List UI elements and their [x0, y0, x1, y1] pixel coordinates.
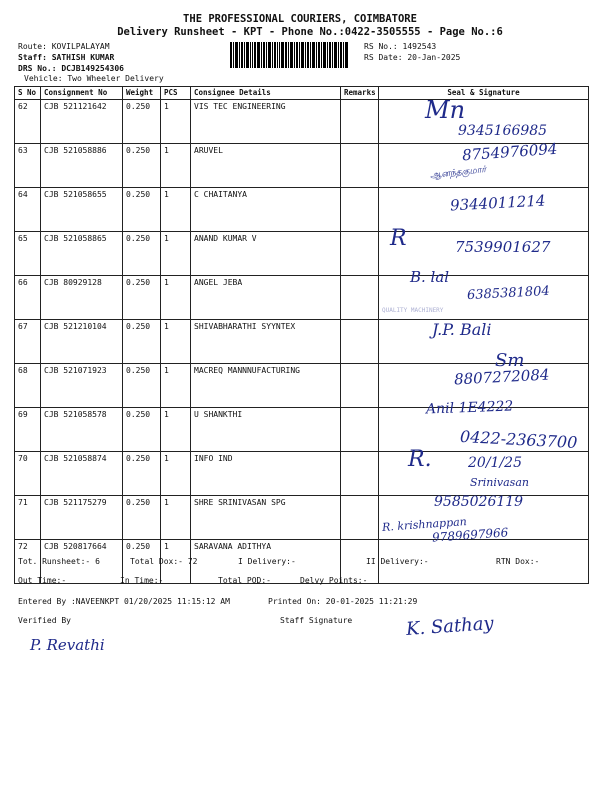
row-pcs: 1 [161, 496, 191, 540]
row-consignee: C CHAITANYA [191, 188, 341, 232]
row-weight: 0.250 [123, 232, 161, 276]
total-runsheet: Tot. Runsheet:- 6 [18, 557, 100, 566]
row-remarks [341, 452, 379, 496]
staff-signature-label: Staff Signature [280, 616, 353, 625]
signature-70-date: 20/1/25 [468, 455, 522, 471]
vehicle: Vehicle: Two Wheeler Delivery [24, 74, 164, 83]
col-remarks: Remarks [341, 87, 379, 100]
row-sno: 71 [15, 496, 41, 540]
row-consignment: CJB 521071923 [41, 364, 123, 408]
row-consignee: U SHANKTHI [191, 408, 341, 452]
row-consignee: ANAND KUMAR V [191, 232, 341, 276]
row-sno: 66 [15, 276, 41, 320]
signature-71-name: Srinivasan [470, 476, 529, 489]
signature-62-name: Mn [425, 96, 466, 124]
barcode-image [230, 42, 348, 68]
signature-65b-phone: 7539901627 [455, 238, 551, 256]
row-weight: 0.250 [123, 408, 161, 452]
row-consignee: SHRE SRINIVASAN SPG [191, 496, 341, 540]
row-remarks [341, 144, 379, 188]
row-consignee: VIS TEC ENGINEERING [191, 100, 341, 144]
rs-number: RS No.: 1492543 [364, 42, 437, 51]
signature-66-name: B. lal [410, 268, 450, 286]
verified-by-label: Verified By [18, 616, 71, 625]
row-remarks [341, 364, 379, 408]
signature-68-phone: 8807272084 [453, 365, 550, 389]
row-consignee: ANGEL JEBA [191, 276, 341, 320]
company-title: THE PROFESSIONAL COURIERS, COIMBATORE [183, 13, 417, 25]
staff-signature: K. Sathay [405, 612, 495, 641]
out-time: Out Time:- [18, 576, 67, 585]
row-consignment: CJB 521058655 [41, 188, 123, 232]
drs-number: DRS No.: DCJB149254306 [18, 64, 124, 73]
row-consignment: CJB 521058874 [41, 452, 123, 496]
row-pcs: 1 [161, 144, 191, 188]
signature-69-name: Anil 1E4222 [425, 398, 514, 418]
row-pcs: 1 [161, 100, 191, 144]
signature-66-phone: 6385381804 [466, 283, 551, 304]
signature-65-phone: 9344011214 [449, 191, 546, 215]
row-sno: 70 [15, 452, 41, 496]
row-consignee: MACREQ MANNNUFACTURING [191, 364, 341, 408]
verified-signature: P. Revathi [30, 636, 105, 654]
signature-67-name: J.P. Bali [432, 320, 492, 339]
signature-72-phone: 9789697966 [431, 525, 509, 545]
row-weight: 0.250 [123, 144, 161, 188]
row-sno: 69 [15, 408, 41, 452]
col-consignment-no: Consignment No [41, 87, 123, 100]
company-stamp: QUALITY MACHINERY [382, 307, 444, 314]
col-sno: S No [15, 87, 41, 100]
signature-70-initial: R. [408, 447, 432, 472]
row-pcs: 1 [161, 364, 191, 408]
row-remarks [341, 320, 379, 364]
row-weight: 0.250 [123, 540, 161, 584]
row-pcs: 1 [161, 540, 191, 584]
col-consignee-details: Consignee Details [191, 87, 341, 100]
signature-68-name: Sm [495, 350, 525, 371]
row-consignee: ARUVEL [191, 144, 341, 188]
rtn-dox: RTN Dox:- [496, 557, 540, 566]
entered-by: Entered By :NAVEENKPT 01/20/2025 11:15:12 AM [18, 597, 230, 606]
row-remarks [341, 100, 379, 144]
row-sno: 65 [15, 232, 41, 276]
row-remarks [341, 232, 379, 276]
row-pcs: 1 [161, 276, 191, 320]
row-sno: 62 [15, 100, 41, 144]
signature-63-phone: 8754976094 [461, 139, 558, 165]
row-weight: 0.250 [123, 320, 161, 364]
row-sno: 63 [15, 144, 41, 188]
staff: Staff: SATHISH KUMAR [18, 53, 115, 62]
row-consignment: CJB 521058578 [41, 408, 123, 452]
row-consignment: CJB 521175279 [41, 496, 123, 540]
row-consignee: SARAVANA ADITHYA [191, 540, 341, 584]
row-consignee: SHIVABHARATHI SYYNTEX [191, 320, 341, 364]
row-consignment: CJB 521058865 [41, 232, 123, 276]
row-remarks [341, 408, 379, 452]
row-sno: 67 [15, 320, 41, 364]
row-consignee: INFO IND [191, 452, 341, 496]
row-weight: 0.250 [123, 452, 161, 496]
in-time: In Time:- [120, 576, 164, 585]
row-weight: 0.250 [123, 496, 161, 540]
row-consignment: CJB 521121642 [41, 100, 123, 144]
rs-date: RS Date: 20-Jan-2025 [364, 53, 461, 62]
row-weight: 0.250 [123, 188, 161, 232]
printed-on: Printed On: 20-01-2025 11:21:29 [268, 597, 418, 606]
row-pcs: 1 [161, 452, 191, 496]
col-seal-signature: Seal & Signature [379, 87, 589, 100]
i-delivery: I Delivery:- [238, 557, 296, 566]
row-consignment: CJB 520817664 [41, 540, 123, 584]
col-pcs: PCS [161, 87, 191, 100]
row-consignment: CJB 80929128 [41, 276, 123, 320]
signature-64-name: ஆனந்தகுமார் [429, 165, 487, 181]
ii-delivery: II Delivery:- [366, 557, 429, 566]
row-remarks [341, 188, 379, 232]
runsheet-title: Delivery Runsheet - KPT - Phone No.:0422-3505555 - Page No.:6 [117, 26, 503, 38]
route: Route: KOVILPALAYAM [18, 42, 110, 51]
row-consignment: CJB 521058886 [41, 144, 123, 188]
row-sno: 68 [15, 364, 41, 408]
row-remarks [341, 496, 379, 540]
signature-71-phone: 9585026119 [434, 494, 524, 510]
signature-72-name: R. krishnappan [381, 515, 468, 534]
signature-70-phone: 0422-2363700 [459, 426, 578, 453]
row-remarks [341, 276, 379, 320]
row-consignment: CJB 521210104 [41, 320, 123, 364]
row-pcs: 1 [161, 320, 191, 364]
row-pcs: 1 [161, 188, 191, 232]
signature-65-initial-icon: R [390, 226, 407, 251]
row-sno: 64 [15, 188, 41, 232]
total-pod: Total POD:- [218, 576, 271, 585]
signature-62-phone: 9345166985 [458, 123, 548, 139]
row-pcs: 1 [161, 408, 191, 452]
delivery-points: Delvy Points:- [300, 576, 368, 585]
total-dox: Total Dox:- 72 [130, 557, 198, 566]
row-sno: 72 [15, 540, 41, 584]
row-pcs: 1 [161, 232, 191, 276]
row-weight: 0.250 [123, 276, 161, 320]
row-weight: 0.250 [123, 100, 161, 144]
row-weight: 0.250 [123, 364, 161, 408]
col-weight: Weight [123, 87, 161, 100]
table-header-row [15, 87, 589, 100]
